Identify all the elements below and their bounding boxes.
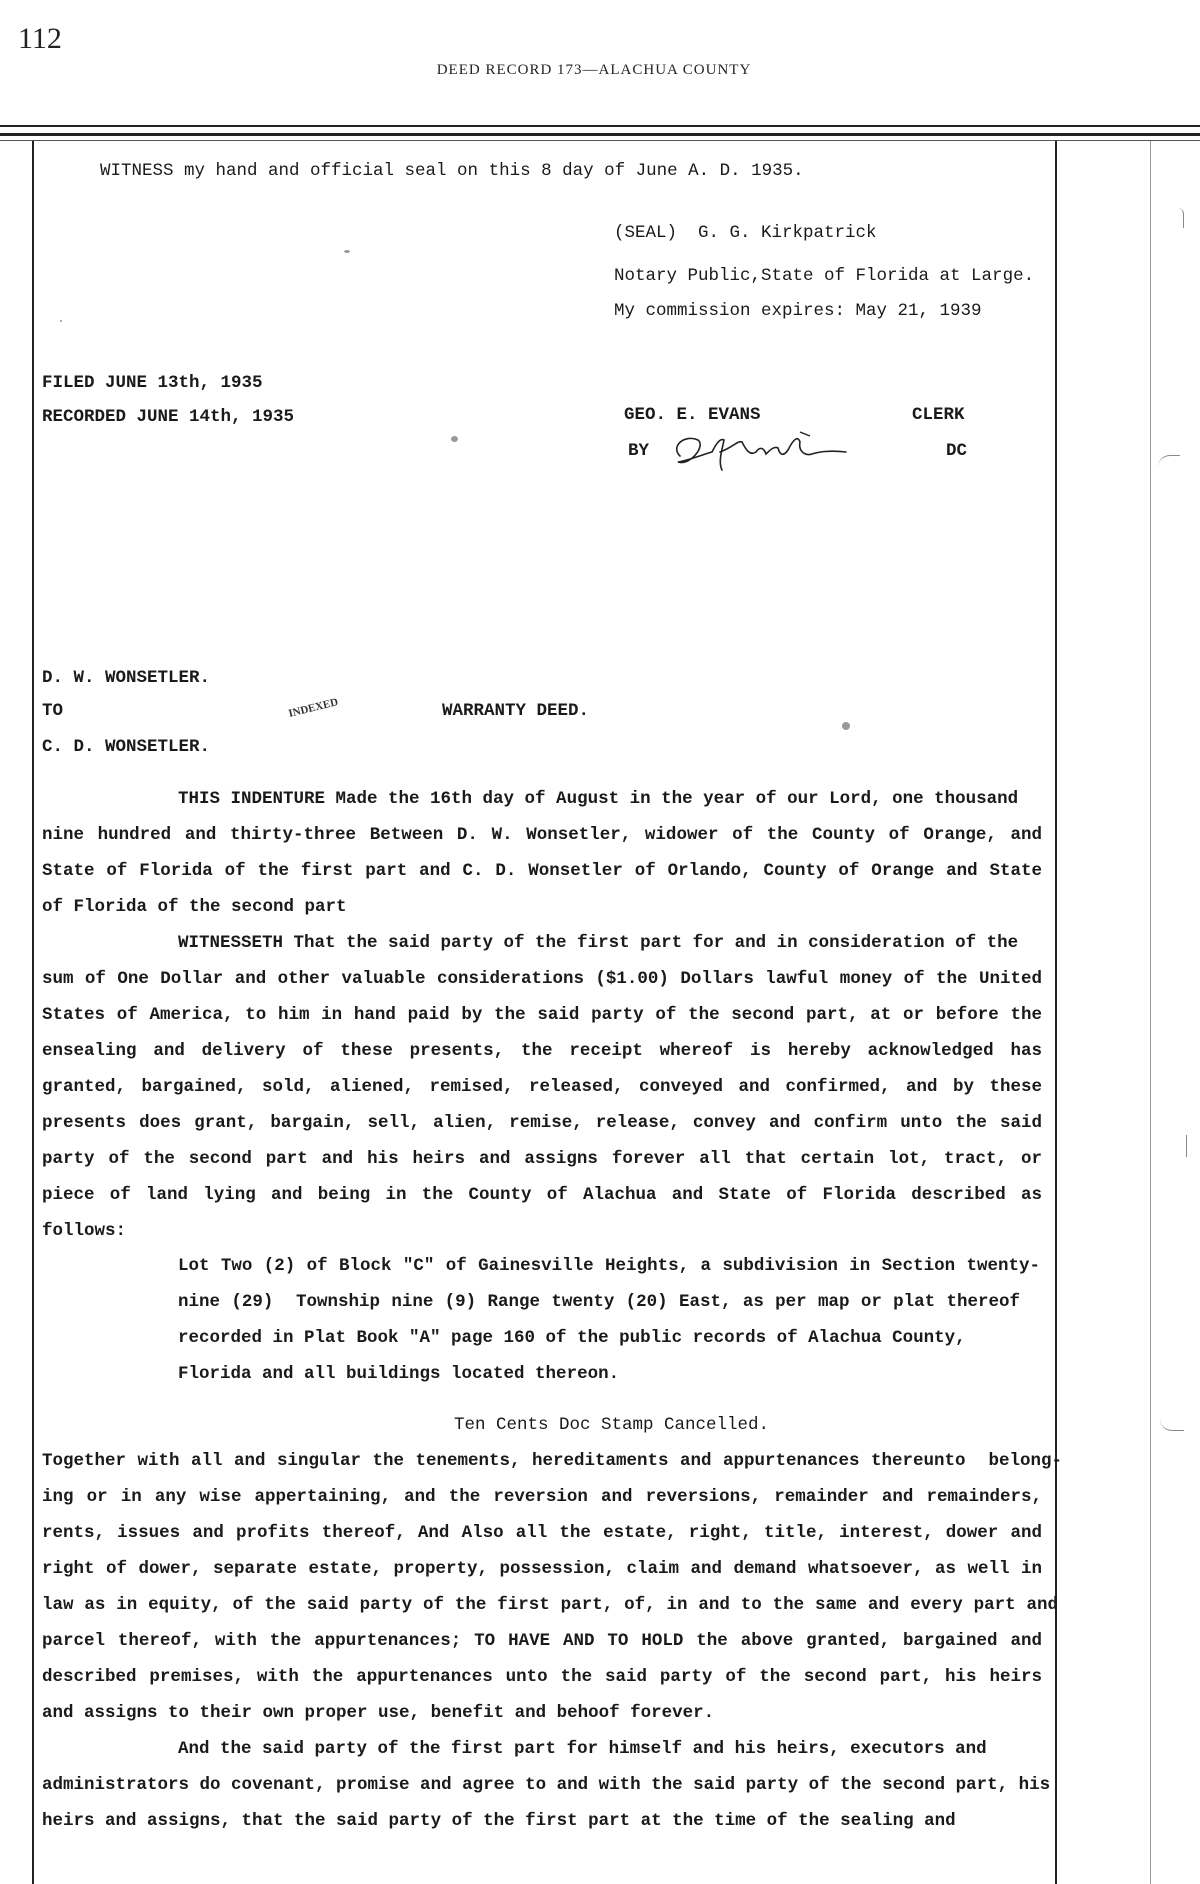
body-line: of Florida of the second part xyxy=(42,897,347,917)
body-line: State of Florida of the first part and C. D. Wonsetler of Orlando, County of Orange and State xyxy=(42,861,1042,881)
deed-type: WARRANTY DEED. xyxy=(442,701,590,721)
left-margin-line xyxy=(32,141,34,1884)
scan-speck xyxy=(451,436,458,442)
by-label: BY xyxy=(628,441,650,461)
body-line: piece of land lying and being in the County of Alachua and State of Florida described as xyxy=(42,1185,1042,1205)
right-edge-line xyxy=(1150,141,1151,1884)
edge-mark xyxy=(1178,1135,1187,1157)
body-line: law as in equity, of the said party of the first part, of, in and to the same and every part and xyxy=(42,1595,1058,1615)
scan-speck xyxy=(60,320,62,322)
edge-mark xyxy=(1175,208,1184,228)
body-line: party of the second part and his heirs and assigns forever all that certain lot, tract, or xyxy=(42,1149,1042,1169)
clerk-name: GEO. E. EVANS xyxy=(624,405,761,425)
body-line: rents, issues and profits thereof, And Also all the estate, right, title, interest, dower and xyxy=(42,1523,1042,1543)
body-line: ing or in any wise appertaining, and the reversion and reversions, remainder and remainders, xyxy=(42,1487,1042,1507)
body-line: heirs and assigns, that the said party of the first part at the time of the sealing and xyxy=(42,1811,956,1831)
header-rule-top xyxy=(0,125,1200,127)
edge-mark xyxy=(1158,455,1180,472)
body-line: presents does grant, bargain, sell, alien, remise, release, convey and confirm unto the said xyxy=(42,1113,1042,1133)
header-rule-bottom xyxy=(0,133,1200,136)
body-line: And the said party of the first part for himself and his heirs, executors and xyxy=(178,1739,987,1759)
to-label: TO xyxy=(42,701,64,721)
deputy-signature xyxy=(660,426,850,476)
body-line: follows: xyxy=(42,1221,127,1241)
deputy-title: DC xyxy=(946,441,968,461)
notary-seal-line: (SEAL) G. G. Kirkpatrick xyxy=(614,223,877,243)
doc-stamp-note: Ten Cents Doc Stamp Cancelled. xyxy=(454,1415,770,1435)
body-line: administrators do covenant, promise and agree to and with the said party of the second part, his xyxy=(42,1775,1051,1795)
filed-date: FILED JUNE 13th, 1935 xyxy=(42,373,263,393)
recorded-date: RECORDED JUNE 14th, 1935 xyxy=(42,407,295,427)
body-line: States of America, to him in hand paid by the said party of the second part, at or before the xyxy=(42,1005,1042,1025)
body-line: nine hundred and thirty-three Between D. W. Wonsetler, widower of the County of Orange, and xyxy=(42,825,1042,845)
body-line: sum of One Dollar and other valuable considerations ($1.00) Dollars lawful money of the United xyxy=(42,969,1042,989)
body-line: granted, bargained, sold, aliened, remised, released, conveyed and confirmed, and by these xyxy=(42,1077,1042,1097)
notary-title-line: Notary Public,State of Florida at Large. xyxy=(614,266,1035,286)
header-rule-thin xyxy=(0,140,1200,141)
body-line: parcel thereof, with the appurtenances; TO HAVE AND TO HOLD the above granted, bargained and xyxy=(42,1631,1042,1651)
right-margin-line xyxy=(1055,141,1057,1884)
record-header: DEED RECORD 173—ALACHUA COUNTY xyxy=(436,62,752,78)
body-line: THIS INDENTURE Made the 16th day of August in the year of our Lord, one thousand xyxy=(178,789,1019,809)
notary-witness-line: WITNESS my hand and official seal on this 8 day of June A. D. 1935. xyxy=(100,161,804,181)
clerk-title: CLERK xyxy=(912,405,965,425)
grantee-name: C. D. WONSETLER. xyxy=(42,737,211,757)
body-line: and assigns to their own proper use, benefit and behoof forever. xyxy=(42,1703,715,1723)
indexed-stamp: INDEXED xyxy=(287,696,340,720)
page-number: 112 xyxy=(18,22,62,55)
body-line: described premises, with the appurtenances unto the said party of the second part, his heirs xyxy=(42,1667,1042,1687)
body-line: ensealing and delivery of these presents, the receipt whereof is hereby acknowledged has xyxy=(42,1041,1042,1061)
legal-description-line: recorded in Plat Book "A" page 160 of the public records of Alachua County, xyxy=(178,1328,966,1348)
edge-mark xyxy=(1160,1418,1184,1431)
body-line: right of dower, separate estate, property, possession, claim and demand whatsoever, as well in xyxy=(42,1559,1042,1579)
grantor-name: D. W. WONSETLER. xyxy=(42,668,211,688)
body-line: WITNESSETH That the said party of the first part for and in consideration of the xyxy=(178,933,1019,953)
legal-description-line: Florida and all buildings located thereon. xyxy=(178,1364,620,1384)
scan-speck xyxy=(344,250,350,253)
legal-description-line: Lot Two (2) of Block "C" of Gainesville Heights, a subdivision in Section twenty- xyxy=(178,1256,1040,1276)
body-line: Together with all and singular the tenements, hereditaments and appurtenances thereunto belong- xyxy=(42,1451,1062,1471)
legal-description-line: nine (29) Township nine (9) Range twenty (20) East, as per map or plat thereof xyxy=(178,1292,1020,1312)
scan-speck xyxy=(842,722,850,730)
notary-commission-line: My commission expires: May 21, 1939 xyxy=(614,301,982,321)
